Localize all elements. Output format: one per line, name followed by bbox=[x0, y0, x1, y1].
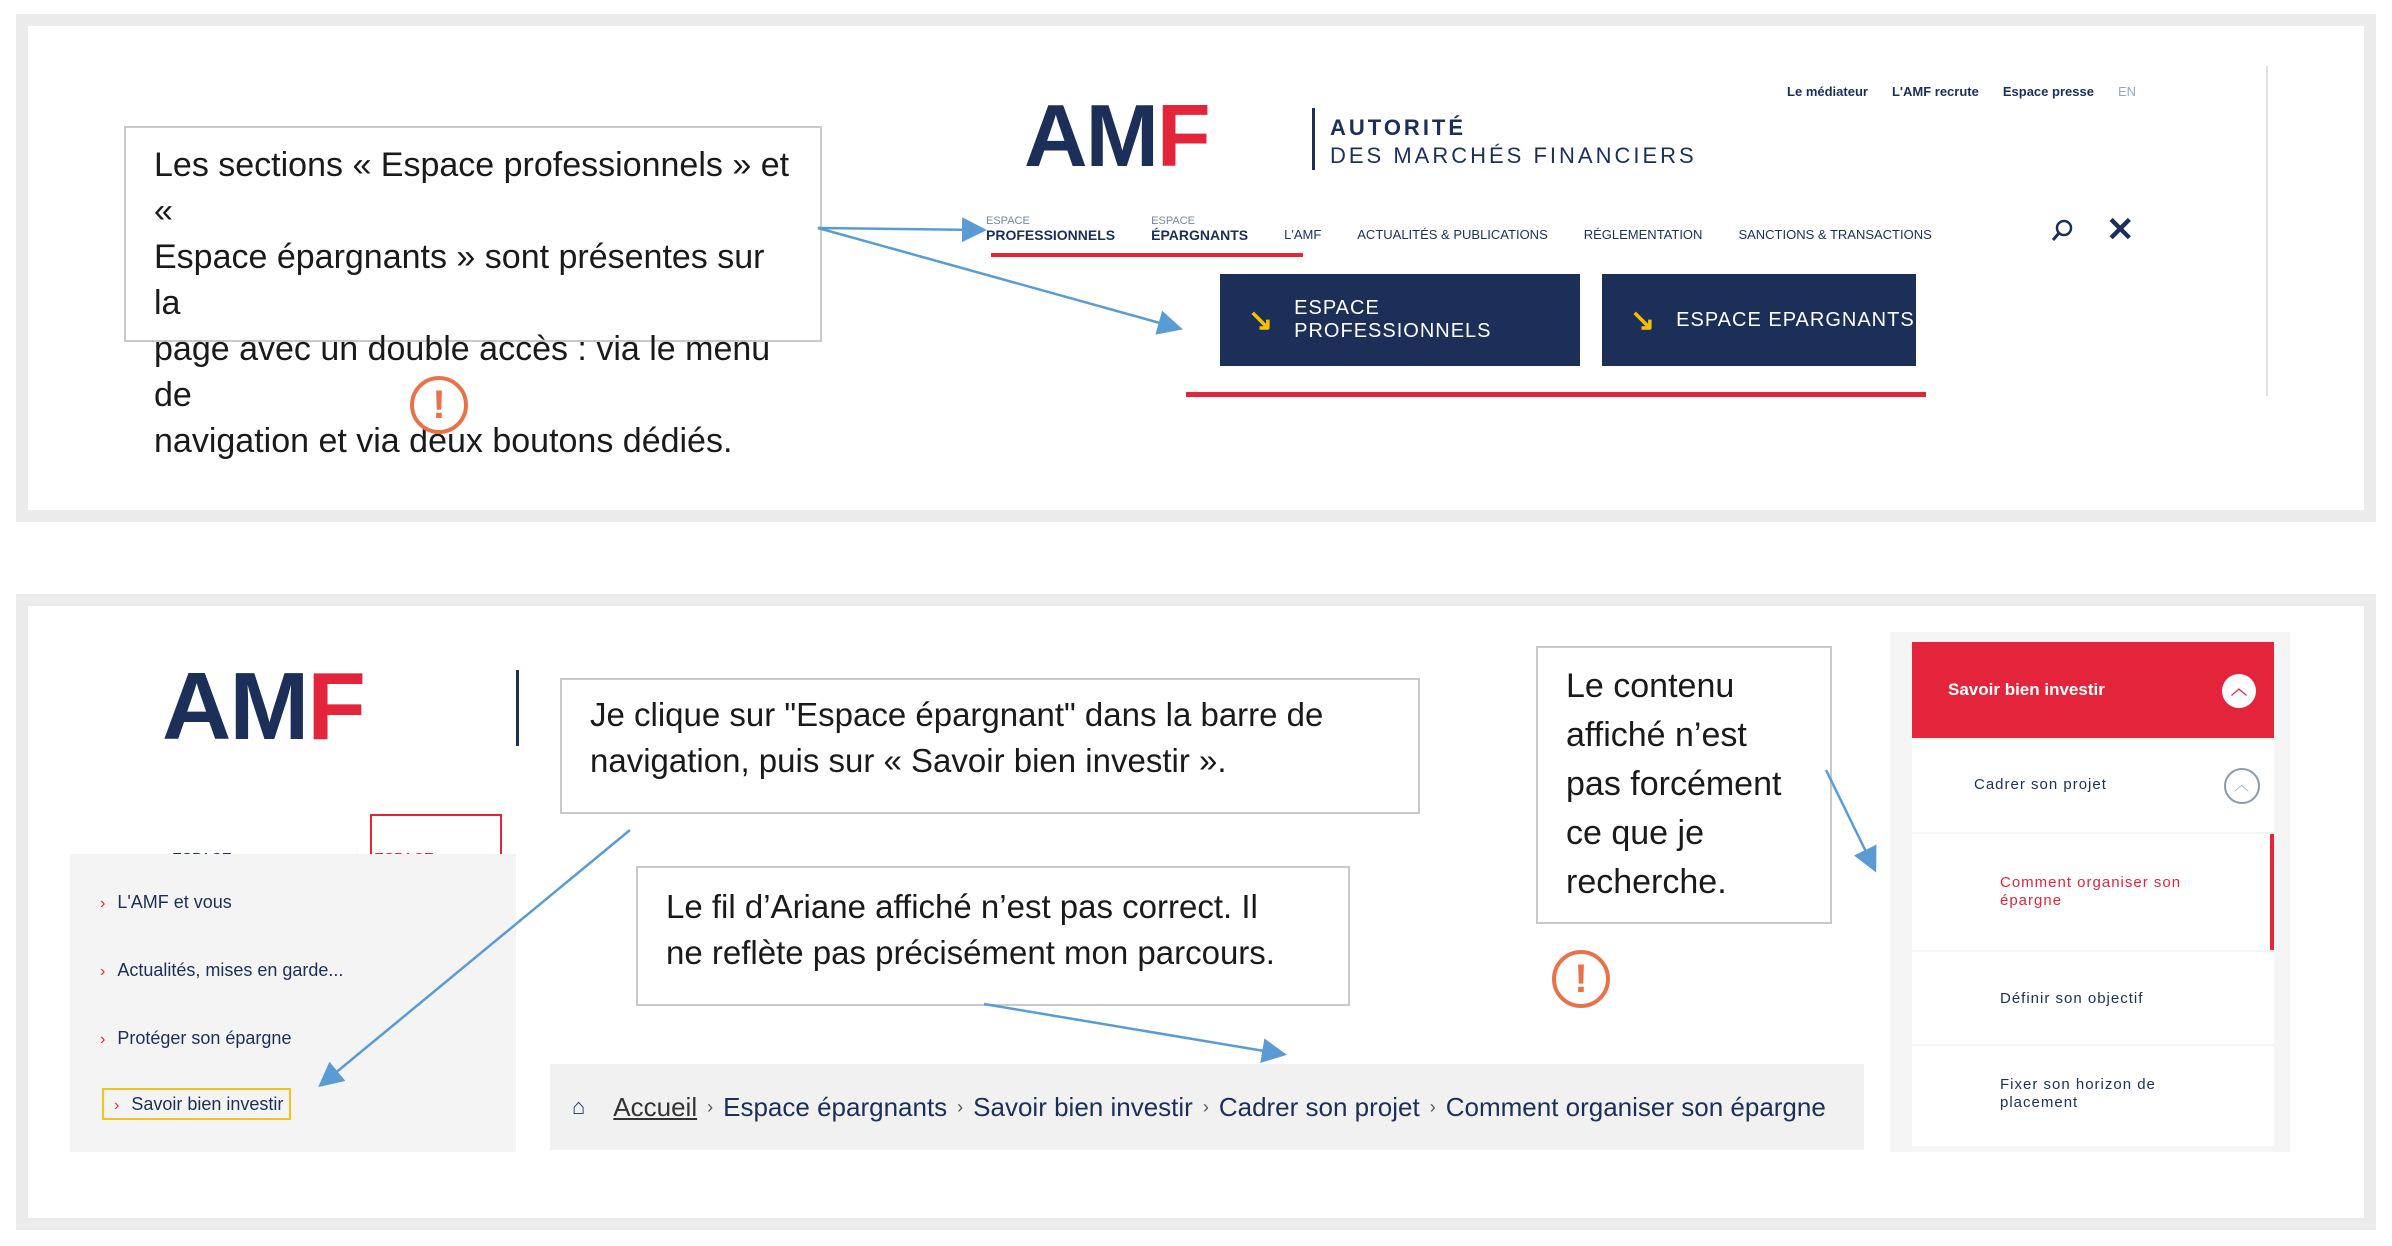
callout-content: Le contenu affiché n’est pas forcément ce que je recherche. bbox=[1536, 646, 1832, 924]
link-amf-recrute[interactable]: L'AMF recrute bbox=[1891, 84, 1979, 99]
link-espace-presse[interactable]: Espace presse bbox=[2002, 84, 2094, 99]
nav-actualites[interactable]: ACTUALITÉS & PUBLICATIONS bbox=[1357, 227, 1548, 242]
arrow-to-breadcrumb bbox=[984, 1004, 1282, 1054]
menu-item-savoir-bien-investir[interactable]: › Savoir bien investir bbox=[102, 1088, 291, 1120]
amf-logo[interactable]: AMF bbox=[162, 653, 364, 760]
breadcrumb-separator: › bbox=[707, 1096, 714, 1117]
breadcrumb-espace-epargnants[interactable]: Espace épargnants bbox=[723, 1091, 948, 1122]
chevron-right-icon: › bbox=[100, 895, 106, 912]
espace-professionnels-button[interactable]: ↘ ESPACE PROFESSIONNELS bbox=[1220, 274, 1580, 366]
arrow-to-buttons bbox=[818, 228, 1178, 328]
language-en-link[interactable]: EN bbox=[2117, 84, 2136, 99]
link-mediateur[interactable]: Le médiateur bbox=[1787, 84, 1868, 99]
callout-click-path: Je clique sur "Espace épargnant" dans la barre de navigation, puis sur « Savoir bien investir ». bbox=[560, 678, 1420, 814]
espace-epargnants-button[interactable]: ↘ ESPACE EPARGNANTS bbox=[1602, 274, 1916, 366]
close-icon[interactable]: ✕ bbox=[2106, 211, 2135, 249]
chevron-right-icon: › bbox=[114, 1097, 120, 1114]
menu-item-actualites[interactable]: › Actualités, mises en garde... bbox=[100, 960, 344, 980]
side-menu-item-definir-objectif[interactable]: Définir son objectif bbox=[1912, 952, 2274, 1044]
side-menu-item-cadrer-son-projet[interactable]: Cadrer son projet ︿ bbox=[1912, 740, 2274, 832]
warning-icon: ! bbox=[410, 376, 468, 434]
arrow-to-nav bbox=[818, 228, 982, 230]
breadcrumb-accueil[interactable]: Accueil bbox=[613, 1091, 698, 1122]
arrow-to-side-menu bbox=[1826, 770, 1874, 868]
nav-lamf[interactable]: L'AMF bbox=[1284, 227, 1322, 242]
breadcrumb-separator: › bbox=[1202, 1096, 1209, 1117]
chevron-right-icon: › bbox=[100, 1031, 106, 1048]
menu-item-proteger[interactable]: › Protéger son épargne bbox=[100, 1028, 292, 1048]
authority-name: AUTORITÉ DES MARCHÉS FINANCIERS bbox=[1330, 115, 1697, 168]
breadcrumb-savoir-bien-investir[interactable]: Savoir bien investir bbox=[973, 1091, 1193, 1122]
chevron-right-icon: › bbox=[100, 963, 106, 980]
chevron-up-icon[interactable]: ︿ bbox=[2222, 674, 2256, 708]
amf-logo[interactable]: AMF bbox=[1024, 86, 1209, 185]
breadcrumb-cadrer-son-projet[interactable]: Cadrer son projet bbox=[1218, 1091, 1420, 1122]
chevron-up-icon[interactable]: ︿ bbox=[2224, 768, 2260, 804]
side-menu-item-organiser-epargne[interactable]: Comment organiser son épargne bbox=[1912, 834, 2274, 950]
side-menu-header[interactable]: Savoir bien investir ︿ bbox=[1912, 642, 2274, 738]
breadcrumb-separator: › bbox=[1429, 1096, 1436, 1117]
nav-espace-epargnants[interactable]: ESPACE ÉPARGNANTS bbox=[1151, 215, 1249, 243]
arrow-down-right-icon: ↘ bbox=[1248, 303, 1275, 337]
arrow-to-savoir-bien-investir bbox=[322, 830, 630, 1084]
breadcrumb-separator: › bbox=[957, 1096, 964, 1117]
warning-icon: ! bbox=[1552, 950, 1610, 1008]
callout-breadcrumb: Le fil d’Ariane affiché n’est pas correct. Il ne reflète pas précisément mon parcours. bbox=[636, 866, 1350, 1006]
arrow-down-right-icon: ↘ bbox=[1630, 303, 1657, 337]
nav-espace-professionnels[interactable]: ESPACE PROFESSIONNELS bbox=[986, 215, 1116, 243]
breadcrumb-current-page: Comment organiser son épargne bbox=[1445, 1091, 1826, 1122]
home-icon[interactable]: ⌂ bbox=[572, 1094, 586, 1119]
nav-sanctions[interactable]: SANCTIONS & TRANSACTIONS bbox=[1738, 227, 1932, 242]
nav-reglementation[interactable]: RÉGLEMENTATION bbox=[1583, 227, 1703, 242]
callout-double-access: Les sections « Espace professionnels » et « Espace épargnants » sont présentes sur la page avec un double accès : via le menu de navigation et via deux boutons dédiés. bbox=[124, 126, 822, 342]
side-menu-item-horizon-placement[interactable]: Fixer son horizon de placement bbox=[1912, 1046, 2274, 1146]
menu-item-amf-et-vous[interactable]: › L'AMF et vous bbox=[100, 892, 232, 912]
